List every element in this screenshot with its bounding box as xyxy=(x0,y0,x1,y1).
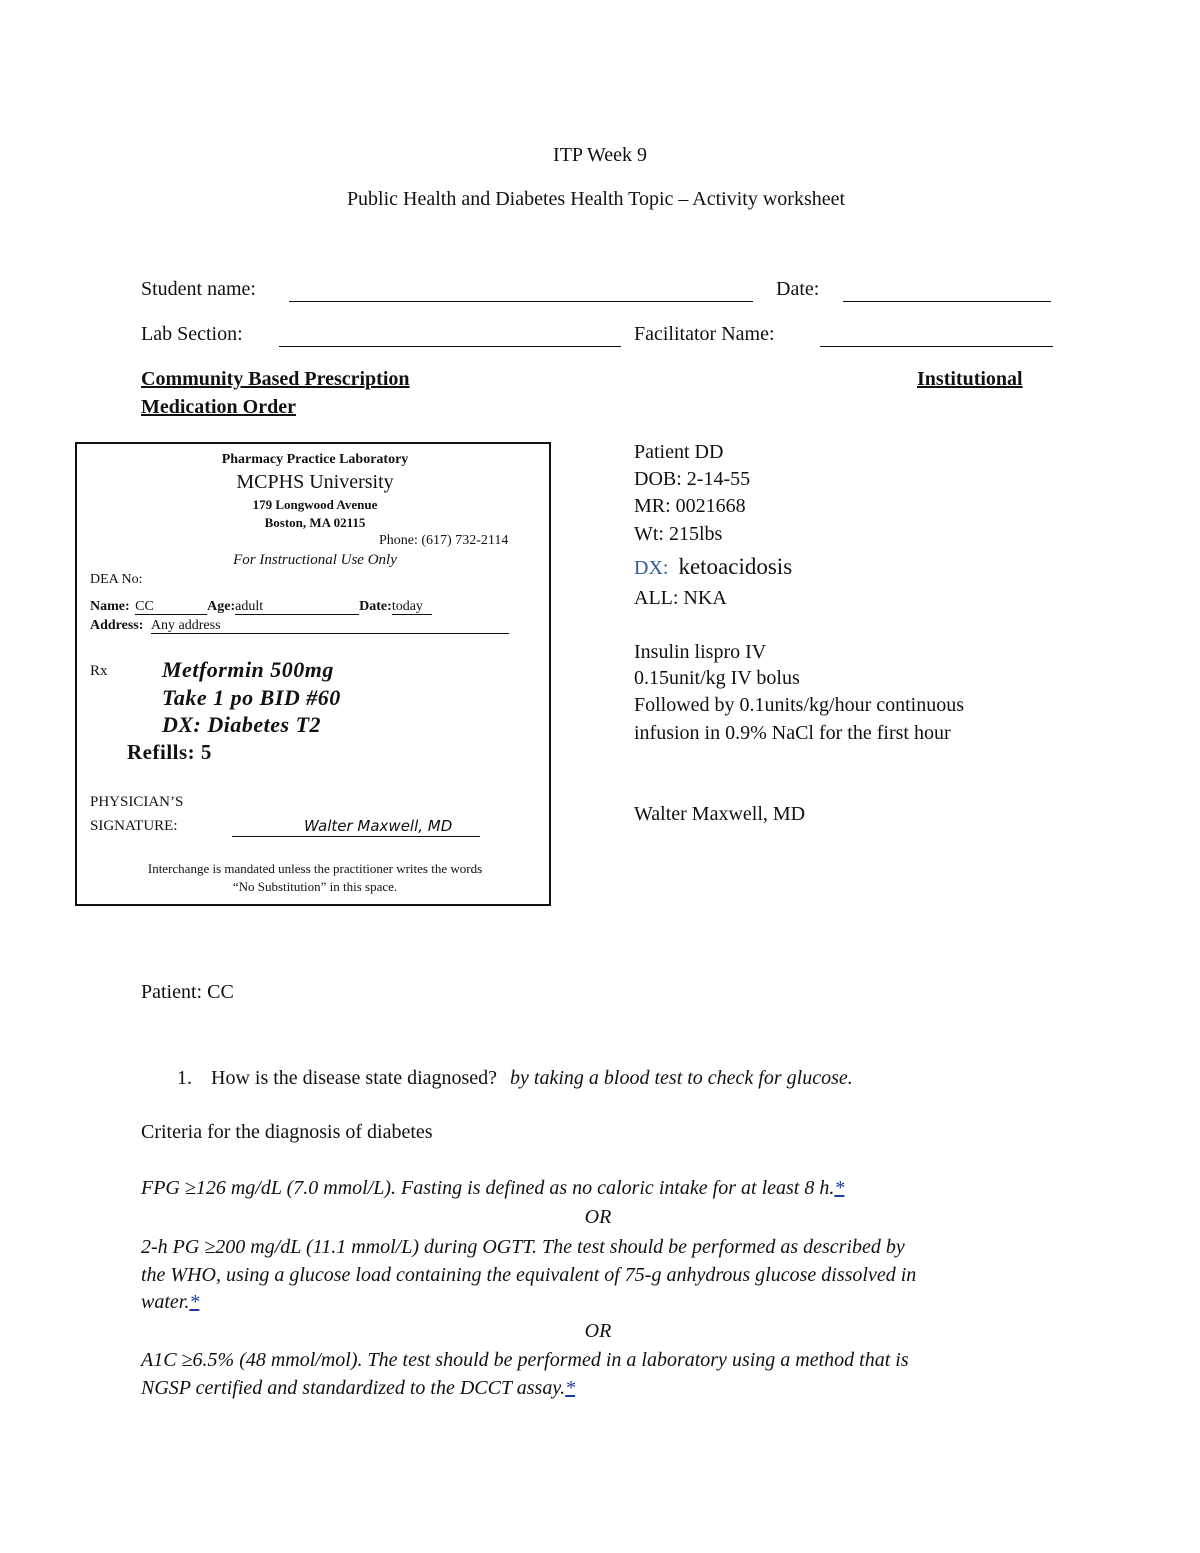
date-label: Date: xyxy=(776,278,820,300)
rx-instructional: For Instructional Use Only xyxy=(233,552,397,568)
medication-order-heading: Medication Order xyxy=(141,396,296,418)
rx-address-value: Any address xyxy=(151,618,509,634)
rx-city: Boston, MA 02115 xyxy=(264,515,366,530)
facilitator-field[interactable] xyxy=(820,326,1053,347)
inst-dx-value: ketoacidosis xyxy=(678,554,793,579)
rx-university: MCPHS University xyxy=(236,471,394,493)
rx-name-row: Name: CC Age:adult Date:today xyxy=(90,599,432,615)
inst-wt: Wt: 215lbs xyxy=(634,523,723,545)
inst-order-4: infusion in 0.9% NaCl for the first hour xyxy=(634,722,951,744)
rx-street: 179 Longwood Avenue xyxy=(252,497,378,512)
rx-refills: Refills: 5 xyxy=(127,740,212,764)
inst-order-3: Followed by 0.1units/kg/hour continuous xyxy=(634,694,964,716)
rx-directions-line: Take 1 po BID #60 xyxy=(162,685,341,710)
criteria-a1c-line-2: NGSP certified and standardized to the DCCT assay.* xyxy=(141,1377,576,1399)
question-1 xyxy=(177,1067,853,1090)
rx-phone: Phone: (617) 732-2114 xyxy=(379,533,509,548)
institutional-heading: Institutional xyxy=(917,368,1023,390)
lab-section-field[interactable] xyxy=(279,326,621,347)
criteria-pg-line-3: water.* xyxy=(141,1291,200,1313)
rx-symbol: Rx xyxy=(90,663,108,679)
criteria-heading: Criteria for the diagnosis of diabetes xyxy=(141,1121,433,1143)
criteria-a1c-line-1: A1C ≥6.5% (48 mmol/mol). The test should be performed in a laboratory using a method that is xyxy=(141,1349,909,1371)
inst-mr: MR: 0021668 xyxy=(634,495,746,517)
rx-signature-label: SIGNATURE: xyxy=(90,818,178,834)
rx-signature-line xyxy=(232,816,480,837)
or-separator: OR xyxy=(584,1320,612,1342)
criteria-pg-line-1: 2-h PG ≥200 mg/dL (11.1 mmol/L) during OGTT. The test should be performed as described by xyxy=(141,1236,905,1258)
rx-physician-label: PHYSICIAN’S xyxy=(90,794,184,810)
page-subtitle: Public Health and Diabetes Health Topic – Activity worksheet xyxy=(346,188,846,210)
rx-address-row: Address: Any address xyxy=(90,618,509,634)
rx-name-value: CC xyxy=(135,599,207,615)
reference-link[interactable]: * xyxy=(834,1177,845,1199)
question-1-answer: by taking a blood test to check for glucose. xyxy=(510,1067,853,1089)
rx-interchange-1: Interchange is mandated unless the practitioner writes the words xyxy=(147,861,483,876)
student-name-field[interactable] xyxy=(289,281,753,302)
or-separator: OR xyxy=(584,1206,612,1228)
rx-interchange-2: “No Substitution” in this space. xyxy=(232,879,398,894)
rx-age-value: adult xyxy=(235,599,359,615)
facilitator-label: Facilitator Name: xyxy=(634,323,775,345)
inst-prescriber: Walter Maxwell, MD xyxy=(634,803,806,825)
rx-signature: Walter Maxwell, MD xyxy=(304,817,453,835)
rx-drug-line: Metformin 500mg xyxy=(162,657,334,682)
date-field[interactable] xyxy=(843,281,1051,302)
rx-date-value: today xyxy=(392,599,432,615)
inst-dob: DOB: 2-14-55 xyxy=(634,468,751,490)
criteria-fpg: FPG ≥126 mg/dL (7.0 mmol/L). Fasting is defined as no caloric intake for at least 8 h.* xyxy=(141,1177,845,1199)
inst-order-2: 0.15unit/kg IV bolus xyxy=(634,667,800,689)
student-name-label: Student name: xyxy=(141,278,256,300)
prescription-form xyxy=(75,442,551,906)
inst-patient: Patient DD xyxy=(634,441,724,463)
lab-section-label: Lab Section: xyxy=(141,323,243,345)
rx-org: Pharmacy Practice Laboratory xyxy=(221,452,409,467)
question-1-number: 1. xyxy=(177,1067,192,1089)
criteria-pg-line-2: the WHO, using a glucose load containing the equivalent of 75-g anhydrous glucose dissolved in xyxy=(141,1264,917,1286)
reference-link[interactable]: * xyxy=(189,1291,200,1313)
page-title: ITP Week 9 xyxy=(553,144,647,166)
inst-dx-label: DX: xyxy=(634,557,669,579)
inst-allergies: ALL: NKA xyxy=(634,587,727,609)
question-1-text: How is the disease state diagnosed? xyxy=(211,1067,498,1089)
community-heading: Community Based Prescription xyxy=(141,368,410,390)
body-patient: Patient: CC xyxy=(141,981,234,1003)
rx-dx-line: DX: Diabetes T2 xyxy=(162,712,322,737)
reference-link[interactable]: * xyxy=(565,1377,576,1399)
inst-dx xyxy=(634,554,792,580)
rx-dea-label: DEA No: xyxy=(90,572,143,587)
inst-order-1: Insulin lispro IV xyxy=(634,641,767,663)
